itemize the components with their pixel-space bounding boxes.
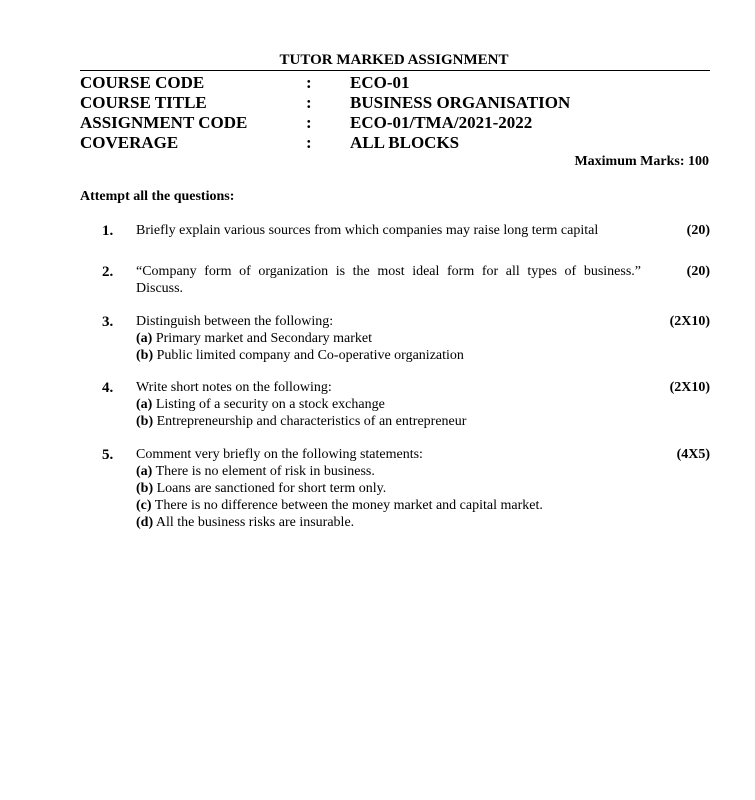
question-text: Comment very briefly on the following statements: bbox=[136, 447, 423, 462]
part-text: Listing of a security on a stock exchange bbox=[155, 397, 385, 412]
question-number: 5. bbox=[102, 447, 114, 463]
question-marks: (4X5) bbox=[676, 447, 710, 462]
course-title-colon: : bbox=[306, 93, 312, 112]
question-marks: (20) bbox=[686, 223, 710, 238]
coverage-colon: : bbox=[306, 133, 312, 152]
question-number: 1. bbox=[102, 223, 114, 239]
course-title-row bbox=[80, 93, 710, 113]
course-title-label: COURSE TITLE bbox=[80, 93, 207, 112]
question-marks: (2X10) bbox=[669, 380, 710, 395]
question-part bbox=[136, 514, 641, 531]
document-title: TUTOR MARKED ASSIGNMENT bbox=[279, 52, 509, 68]
course-code-row bbox=[80, 73, 710, 93]
question-number: 2. bbox=[102, 264, 114, 280]
part-text: All the business risks are insurable. bbox=[155, 515, 355, 530]
question-body bbox=[136, 313, 641, 364]
part-text: Public limited company and Co-operative organization bbox=[156, 348, 464, 363]
part-tag: (a) bbox=[136, 331, 153, 346]
question-text: Distinguish between the following: bbox=[136, 314, 334, 329]
part-tag: (a) bbox=[136, 397, 153, 412]
question-marks: (20) bbox=[686, 264, 710, 279]
coverage-label: COVERAGE bbox=[80, 133, 179, 152]
part-text: There is no difference between the money market and capital market. bbox=[154, 498, 543, 513]
question-body bbox=[136, 446, 641, 531]
question-text: Briefly explain various sources from which companies may raise long term capital bbox=[136, 223, 599, 238]
question-body bbox=[136, 379, 641, 430]
course-code-value: ECO-01 bbox=[350, 73, 410, 92]
question-text: “Company form of organization is the most ideal form for all types of business.” bbox=[136, 264, 641, 279]
course-title-value: BUSINESS ORGANISATION bbox=[350, 93, 571, 112]
part-text: There is no element of risk in business. bbox=[155, 464, 375, 479]
question-part bbox=[136, 497, 641, 514]
title-underline bbox=[80, 70, 710, 71]
part-tag: (a) bbox=[136, 464, 153, 479]
assignment-code-colon: : bbox=[306, 113, 312, 132]
part-tag: (b) bbox=[136, 481, 154, 496]
coverage-row bbox=[80, 133, 710, 153]
question-text: Discuss. bbox=[136, 281, 184, 296]
part-tag: (b) bbox=[136, 348, 154, 363]
course-code-label: COURSE CODE bbox=[80, 73, 205, 92]
question-part bbox=[136, 480, 641, 497]
question-part bbox=[136, 413, 641, 430]
assignment-code-value: ECO-01/TMA/2021-2022 bbox=[350, 113, 533, 132]
question-part bbox=[136, 347, 641, 364]
question-body bbox=[136, 222, 641, 239]
assignment-code-label: ASSIGNMENT CODE bbox=[80, 113, 248, 132]
question-text: Write short notes on the following: bbox=[136, 380, 332, 395]
course-code-colon: : bbox=[306, 73, 312, 92]
maximum-marks: Maximum Marks: 100 bbox=[574, 154, 709, 169]
part-tag: (c) bbox=[136, 498, 152, 513]
part-text: Primary market and Secondary market bbox=[155, 331, 372, 346]
part-tag: (d) bbox=[136, 515, 154, 530]
coverage-value: ALL BLOCKS bbox=[350, 133, 460, 152]
question-part bbox=[136, 330, 641, 347]
part-tag: (b) bbox=[136, 414, 154, 429]
assignment-code-row bbox=[80, 113, 710, 133]
part-text: Loans are sanctioned for short term only. bbox=[156, 481, 387, 496]
question-marks: (2X10) bbox=[669, 314, 710, 329]
question-body bbox=[136, 263, 641, 297]
question-number: 4. bbox=[102, 380, 114, 396]
instructions: Attempt all the questions: bbox=[80, 189, 235, 204]
question-part bbox=[136, 463, 641, 480]
part-text: Entrepreneurship and characteristics of an entrepreneur bbox=[156, 414, 467, 429]
question-number: 3. bbox=[102, 314, 114, 330]
question-part bbox=[136, 396, 641, 413]
